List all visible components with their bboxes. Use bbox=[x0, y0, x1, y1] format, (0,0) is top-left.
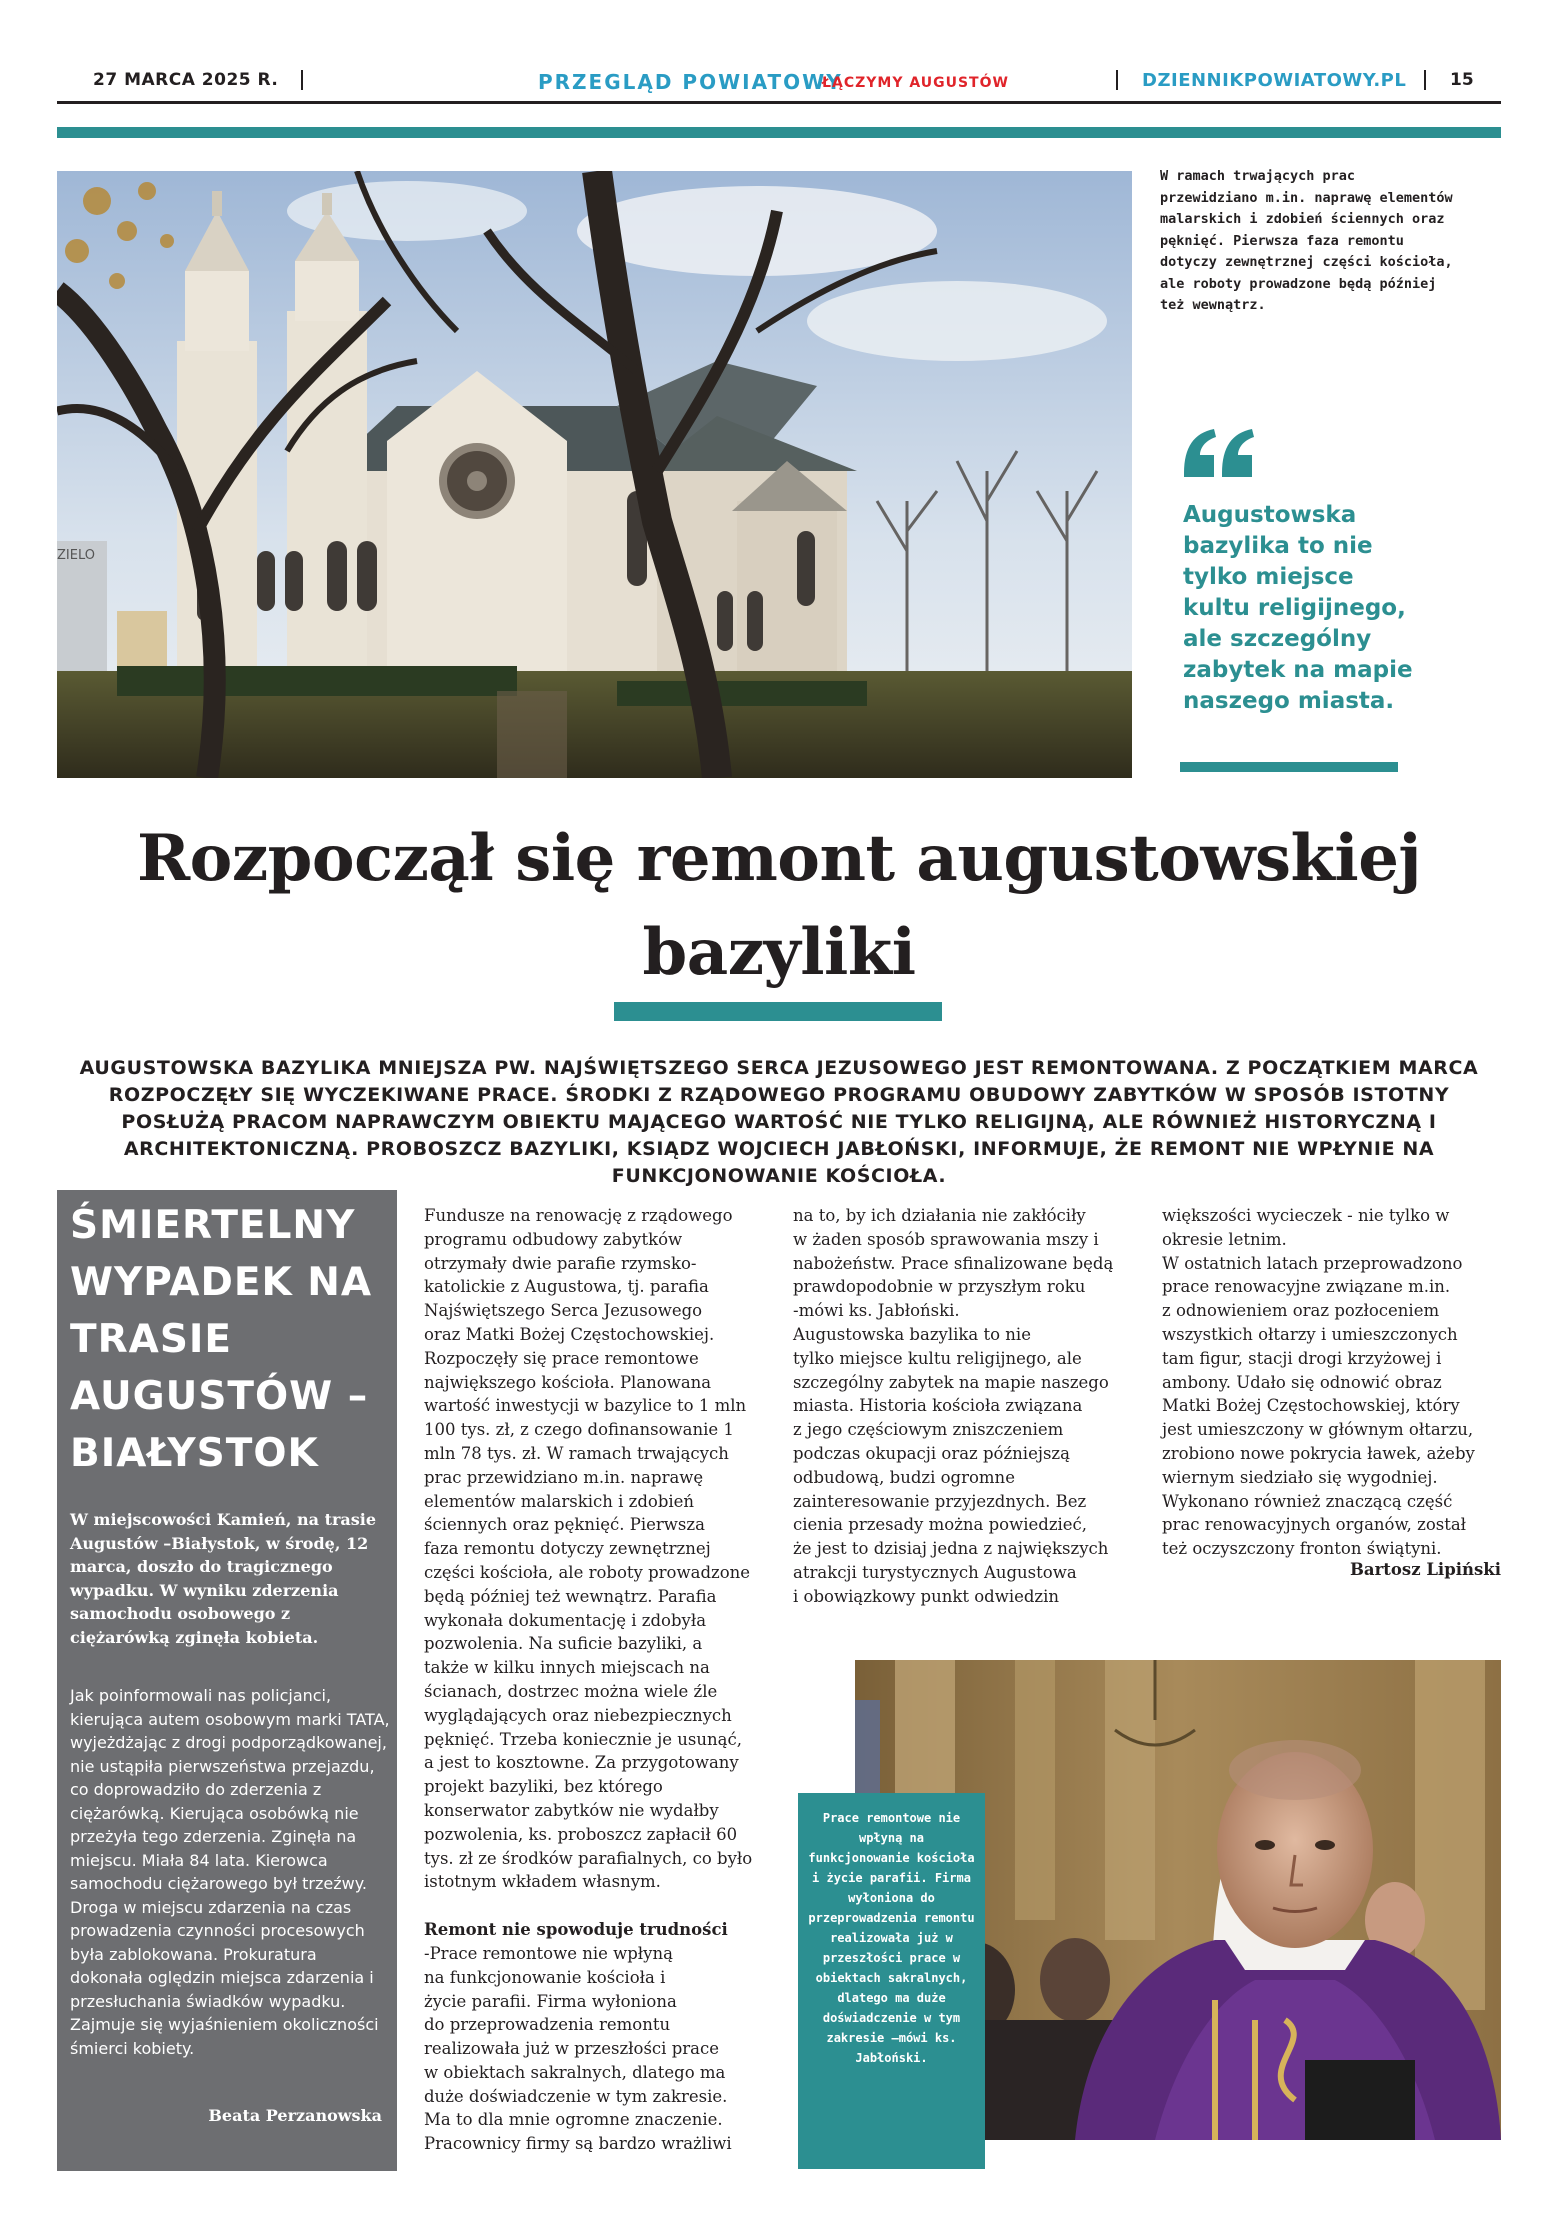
header-separator bbox=[301, 70, 303, 90]
headline: Rozpoczął się remont augustowskiej bazyliki bbox=[136, 821, 1422, 990]
article-author: Bartosz Lipiński bbox=[1349, 1560, 1501, 1579]
photo-caption: Prace remontowe nie wpłyną na funkcjonowanie kościoła i życie parafii. Firma wyłoniona do przeprowadzenia remontu realizowała już w przeszłości prace w obiektach sakralnych, dlatego ma duże doświadczenie w tym zakresie –mówi ks. Jabłoński. bbox=[808, 1811, 975, 2065]
header-rule bbox=[57, 101, 1501, 104]
sidebar-lead: W miejscowości Kamień, na trasie Augustów –Białystok, w środę, 12 marca, doszło do tragicznego wypadku. W wyniku zderzenia samochodu osobowego z ciężarówką zginęła kobieta. bbox=[70, 1510, 377, 1647]
headline-rule bbox=[614, 1002, 942, 1021]
paper-slogan: ŁĄCZYMY AUGUSTÓW bbox=[822, 75, 1009, 91]
sidebar-author: Beata Perzanowska bbox=[208, 2106, 382, 2125]
article-lead: AUGUSTOWSKA BAZYLIKA MNIEJSZA PW. NAJŚWIĘTSZEGO SERCA JEZUSOWEGO JEST REMONTOWANA. Z POCZĄTKIEM MARCA ROZPOCZĘŁY SIĘ WYCZEKIWANE PRACE. ŚRODKI Z RZĄDOWEGO PROGRAMU OBUDOWY ZABYTKÓW W SPOSÓB ISTOTNY POSŁUŻĄ PRACOM NAPRAWCZYM OBIEKTU MAJĄCEGO WARTOŚĆ NIE TYLKO RELIGIJNĄ, ALE RÓWNIEŻ HISTORYCZNĄ I ARCHITEKTONICZNĄ. PROBOSZCZ BAZYLIKI, KSIĄDZ WOJCIECH JABŁOŃSKI, INFORMUJE, ŻE REMONT NIE WPŁYNIE NA FUNKCJONOWANIE KOŚCIOŁA. bbox=[79, 1057, 1479, 1187]
quote-mark-icon bbox=[1180, 425, 1260, 485]
header-separator bbox=[1424, 70, 1426, 90]
building-sign: ZIELO bbox=[57, 548, 95, 563]
issue-date: 27 MARCA 2025 R. bbox=[93, 70, 279, 90]
article-column-2: na to, by ich działania nie zakłóciły w żaden sposób sprawowania mszy i nabożeństw. Prace sfinalizowane będą prawdopodobnie w przyszłym roku -mówi ks. Jabłoński. Augustowska bazylika to nie tylko miejsce kultu religijnego, ale szczególny zabytek na mapie naszego miasta. Historia kościoła związana z jego częściowym zniszczeniem podczas okupacji oraz późniejszą odbudową, budzi ogromne zainteresowanie przyjezdnych. Bez cienia przesady można powiedzieć, że jest to dzisiaj jedna z największych atrakcji turystycznych Augustowa i obowiązkowy punkt odwiedzin bbox=[793, 1206, 1114, 1606]
article-column-3: większości wycieczek - nie tylko w okresie letnim. W ostatnich latach przeprowadzono prace renowacyjne związane m.in. z odnowieniem oraz pozłoceniem wszystkich ołtarzy i umieszczonych tam figur, stacji drogi krzyżowej i ambony. Udało się odnowić obraz Matki Bożej Częstochowskiej, który jest umieszczony w głównym ołtarzu, zrobiono nowe pokrycia ławek, ażeby wiernym siedziało się wygodniej. Wykonano również znaczącą część prac renowacyjnych organów, został też oczyszczony fronton świątyni. bbox=[1162, 1206, 1475, 1559]
paper-title: PRZEGLĄD POWIATOWY bbox=[538, 70, 843, 94]
teal-band bbox=[57, 127, 1501, 138]
pull-quote: Augustowska bazylika to nie tylko miejsce kultu religijnego, ale szczególny zabytek na mapie naszego miasta. bbox=[1183, 502, 1413, 714]
article-text: Fundusze na renowację z rządowego programu odbudowy zabytków otrzymały dwie parafie rzymsko- katolickie z Augustowa, tj. parafia Najświętszego Serca Jezusowego oraz Matki Bożej Częstochowskiej. Rozpoczęły się prace remontowe największego kościoła. Planowana wartość inwestycji w bazylice to 1 mln 100 tys. zł, z czego dofinansowanie 1 mln 78 tys. zł. W ramach trwających prac przewidziano m.in. naprawę elementów malarskich i zdobień ściennych oraz pęknięć. Pierwsza faza remontu dotyczy zewnętrznej części kościoła, ale roboty prowadzone będą później też wewnątrz. Parafia wykonała dokumentację i zdobyła pozwolenia. Na suficie bazyliki, a także w kilku innych miejscach na ścianach, dostrzec można wiele źle wyglądających oraz niebezpiecznych pęknięć. Trzeba koniecznie je usunąć, a jest to kosztowne. Za przygotowany projekt bazyliki, bez którego konserwator zabytków nie wydałby pozwolenia, ks. proboszcz zapłacił 60 tys. zł ze środków parafialnych, co było istotnym wkładem własnym. bbox=[424, 1206, 753, 1892]
article-text: -Prace remontowe nie wpłyną na funkcjonowanie kościoła i życie parafii. Firma wyłoniona do przeprowadzenia remontu realizowała już w przeszłości prace w obiektach sakralnych, dlatego ma duże doświadczenie w tym zakresie. Ma to dla mnie ogromne znaczenie. Pracownicy firmy są bardzo wrażliwi bbox=[424, 1943, 732, 2154]
website-link[interactable]: DZIENNIKPOWIATOWY.PL bbox=[1142, 70, 1407, 91]
quote-rule bbox=[1180, 762, 1398, 772]
sidebar-title: ŚMIERTELNY WYPADEK NA TRASIE AUGUSTÓW – BIAŁYSTOK bbox=[70, 1203, 373, 1476]
sidebar-body: Jak poinformowali nas policjanci, kierująca autem osobowym marki TATA, wyjeżdżając z drogi podporządkowanej, nie ustąpiła pierwszeństwa przejazdu, co doprowadziło do zderzenia z ciężarówką. Kierująca osobówką nie przeżyła tego zderzenia. Zginęła na miejscu. Miała 84 lata. Kierowca samochodu ciężarowego był trzeźwy. Droga w miejscu zdarzenia na czas prowadzenia czynności procesowych była zablokowana. Prokuratura dokonała oględzin miejsca zdarzenia i przesłuchania świadków wypadku. Zajmuje się wyjaśnieniem okoliczności śmierci kobiety. bbox=[70, 1686, 390, 2058]
article-subhead: Remont nie spowoduje trudności bbox=[424, 1920, 728, 1940]
header-separator bbox=[1116, 70, 1118, 90]
page-number: 15 bbox=[1450, 70, 1474, 90]
church-photo bbox=[57, 171, 1132, 778]
photo-caption: W ramach trwających prac przewidziano m.in. naprawę elementów malarskich i zdobień ściennych oraz pęknięć. Pierwsza faza remontu dotyczy zewnętrznej części kościoła, ale roboty prowadzone będą później też wewnątrz. bbox=[1160, 168, 1453, 313]
article-column-1 bbox=[424, 1204, 774, 2156]
